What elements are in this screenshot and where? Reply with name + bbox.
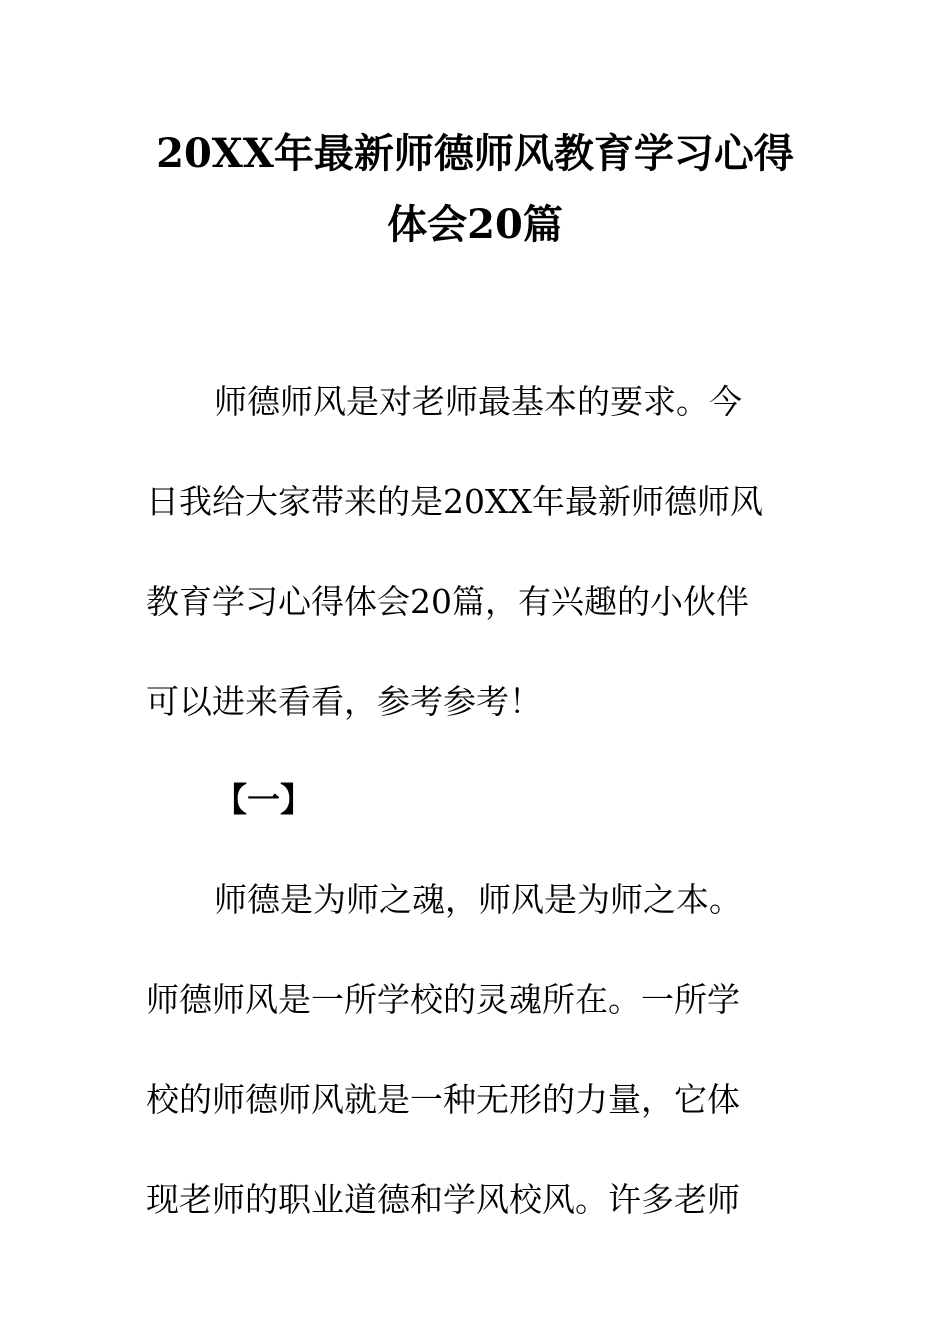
intro-paragraph-line-3: 教育学习心得体会20篇，有兴趣的小伙伴 — [146, 582, 749, 621]
intro-paragraph-line-2: 日我给大家带来的是20XX年最新师德师风 — [146, 482, 763, 521]
document-title-line-2: 体会20篇 — [387, 201, 563, 248]
section-marker: 【一】 — [214, 780, 313, 819]
intro-paragraph-line-4: 可以进来看看，参考参考！ — [146, 682, 542, 721]
section-paragraph-line-4: 现老师的职业道德和学风校风。许多老师 — [146, 1180, 740, 1219]
section-paragraph-line-1: 师德是为师之魂，师风是为师之本。 — [214, 880, 742, 919]
intro-paragraph-line-1: 师德师风是对老师最基本的要求。今 — [214, 382, 742, 421]
document-title-line-1: 20XX年最新师德师风教育学习心得 — [156, 130, 794, 177]
section-paragraph-line-3: 校的师德师风就是一种无形的力量，它体 — [146, 1080, 740, 1119]
section-paragraph-line-2: 师德师风是一所学校的灵魂所在。一所学 — [146, 980, 740, 1019]
